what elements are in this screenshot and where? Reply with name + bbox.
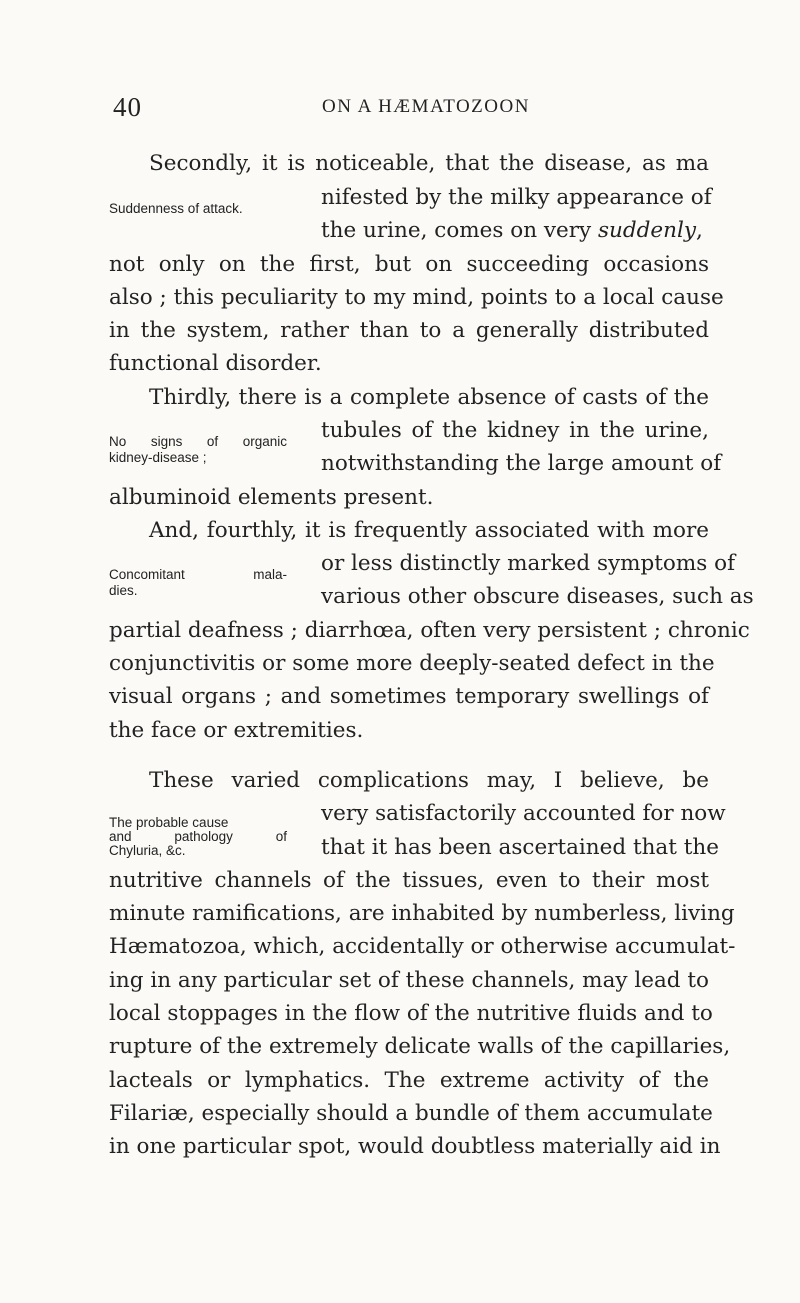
text-line: not only on the first, but on succeeding occasions [109,252,709,277]
text-line [321,216,709,246]
text-line: nutritive channels of the tissues, even to their most [109,868,709,893]
text-line: various other obscure diseases, such as [321,584,754,609]
text-line: that it has been ascertained that the [321,835,719,860]
text-line: tubules of the kidney in the urine, [321,418,709,443]
text-span: the urine, comes on very [321,218,599,243]
text-line: These varied complications may, I believe, be [149,768,709,793]
text-line: rupture of the extremely delicate walls of the capillaries, [109,1034,731,1059]
text-line: albuminoid elements present. [109,485,434,510]
text-line: very satisfactorily accounted for now [321,801,726,826]
text-line: in one particular spot, would doubtless materially aid in [109,1134,721,1159]
side-note: kidney-disease ; [109,450,207,465]
text-line: Hæmatozoa, which, accidentally or otherwise accumulat- [109,934,736,959]
text-line: also ; this peculiarity to my mind, points to a local cause [109,285,724,310]
text-line: Secondly, it is noticeable, that the disease, as ma [149,151,709,176]
side-note: No signs of organic [109,434,287,449]
running-header [0,92,800,122]
running-title: ON A HÆMATOZOON [322,96,530,117]
side-note: The probable cause [109,815,229,830]
page-number: 40 [113,92,142,122]
side-note: Chyluria, &c. [109,843,186,858]
text-line: notwithstanding the large amount of [321,451,722,476]
text-span: , [696,218,703,243]
text-line: local stoppages in the flow of the nutritive fluids and to [109,1001,713,1026]
side-note: Suddenness of attack. [109,201,243,216]
side-note: dies. [109,583,138,598]
text-line: visual organs ; and sometimes temporary swellings of [109,684,709,709]
text-line: conjunctivitis or some more deeply-seated defect in the [109,651,715,676]
text-line: partial deafness ; diarrhœa, often very persistent ; chronic [109,618,750,643]
text-line: ing in any particular set of these channels, may lead to [109,968,709,993]
text-line: functional disorder. [109,351,322,376]
italic-word: suddenly [598,218,697,243]
side-note: Concomitant mala- [109,567,287,582]
text-line: in the system, rather than to a generally distributed [109,318,709,343]
text-line: Filariæ, especially should a bundle of them accumulate [109,1101,713,1126]
text-line: nifested by the milky appearance of [321,185,712,210]
text-line: lacteals or lymphatics. The extreme activity of the [109,1068,709,1093]
text-line: or less distinctly marked symptoms of [321,551,736,576]
text-line: minute ramifications, are inhabited by numberless, living [109,901,735,926]
text-line: And, fourthly, it is frequently associated with more [149,518,709,543]
text-line: Thirdly, there is a complete absence of casts of the [149,385,709,410]
text-line: the face or extremities. [109,718,364,743]
side-note: and pathology of [109,829,287,844]
